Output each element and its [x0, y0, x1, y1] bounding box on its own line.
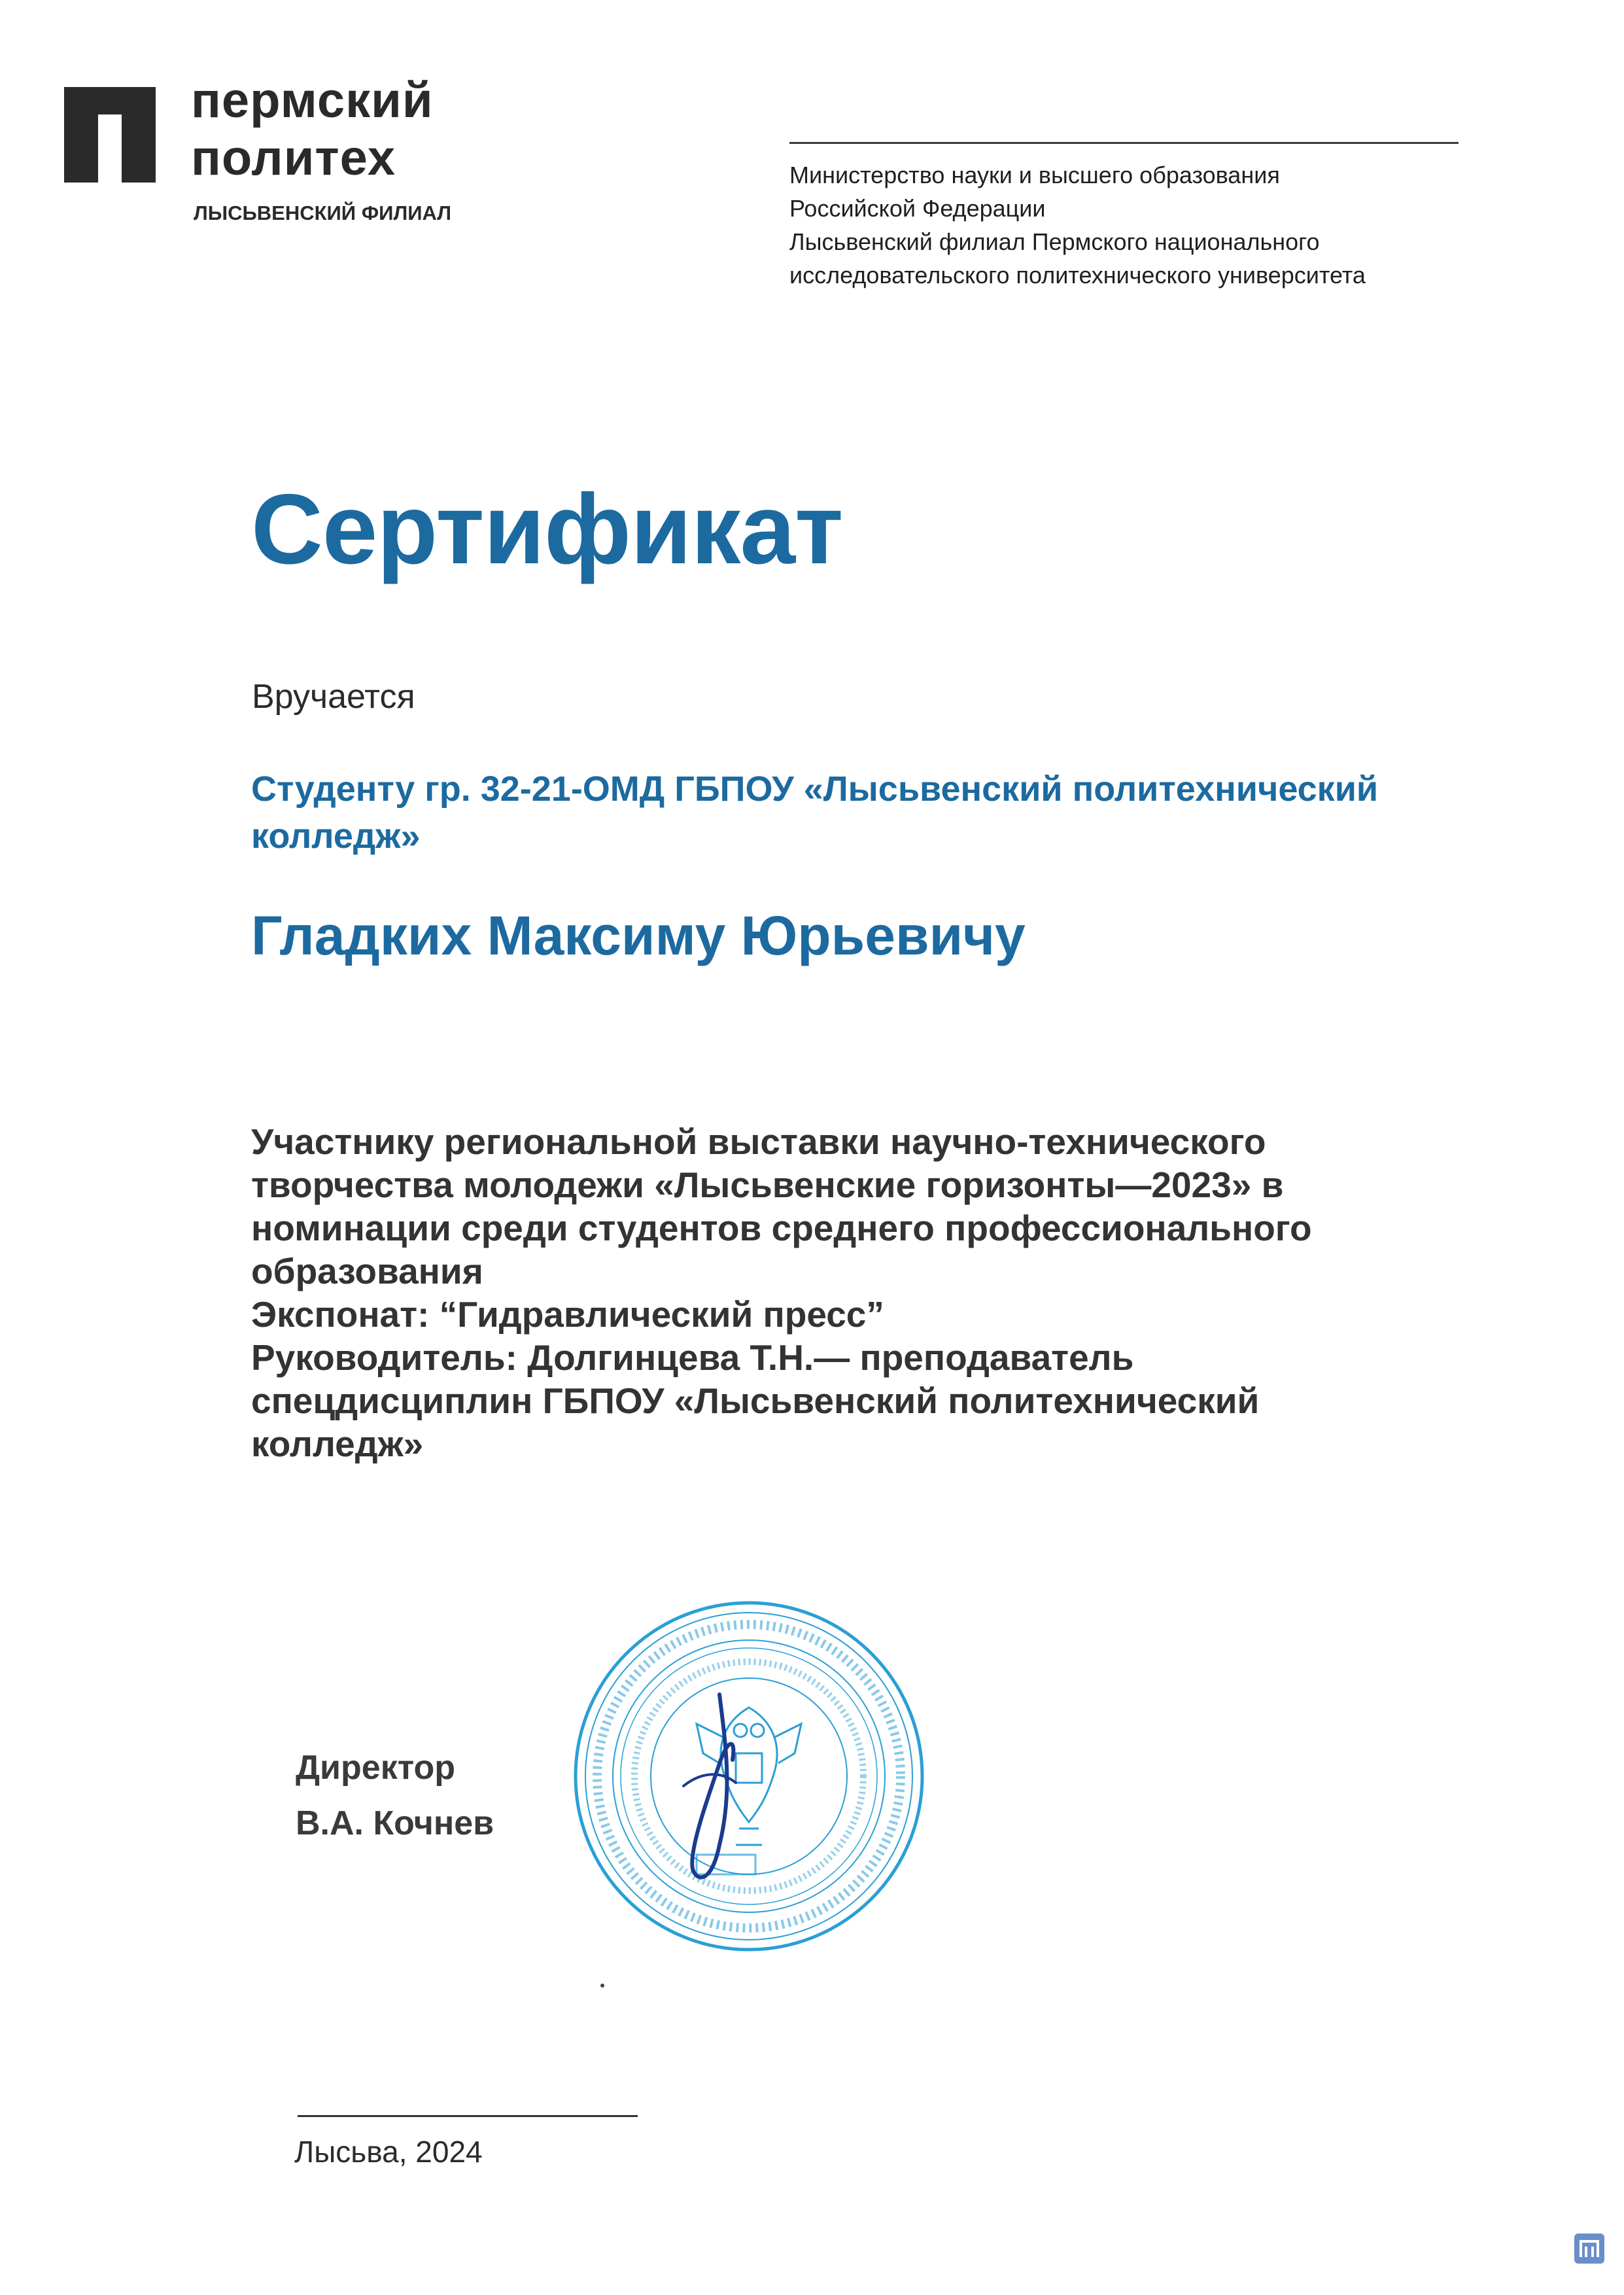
logo-text-line1: пермский: [191, 73, 434, 128]
corner-logo-icon: [1573, 2232, 1606, 2265]
header-divider: [789, 142, 1459, 144]
recipient-group: [251, 765, 1546, 860]
body-line: образования: [251, 1251, 483, 1291]
body-line: спецдисциплин ГБПОУ «Лысьвенский политехнический: [251, 1380, 1260, 1421]
supervisor-line: Руководитель: Долгинцева Т.Н.— преподаватель: [251, 1337, 1134, 1378]
logo-text-line2: политех: [191, 130, 396, 186]
header-line: исследовательского политехнического университета: [789, 262, 1366, 289]
director-title: Директор: [296, 1749, 456, 1787]
ministry-header: [789, 158, 1483, 292]
polytech-logo-icon: [64, 87, 156, 183]
recipient-name: Гладких Максиму Юрьевичу: [251, 905, 1026, 966]
certificate-body: [251, 1120, 1559, 1465]
body-line: колледж»: [251, 1424, 424, 1464]
body-line: номинации среди студентов среднего профессионального: [251, 1208, 1312, 1248]
body-line: Участнику региональной выставки научно-технического: [251, 1121, 1266, 1162]
recipient-group-line: колледж»: [251, 816, 421, 856]
city-year: Лысьва, 2024: [294, 2135, 483, 2169]
recipient-group-line: Студенту гр. 32-21-ОМД ГБПОУ «Лысьвенский политехнический: [251, 769, 1379, 809]
body-line: творчества молодежи «Лысьвенские горизонты—2023» в: [251, 1165, 1284, 1205]
awarded-label: Вручается: [252, 678, 415, 716]
header-line: Российской Федерации: [789, 195, 1046, 222]
header-line: Министерство науки и высшего образования: [789, 162, 1280, 188]
logo-subtitle: ЛЫСЬВЕНСКИЙ ФИЛИАЛ: [194, 201, 451, 224]
director-name: В.А. Кочнев: [296, 1804, 494, 1842]
footer-divider: [298, 2115, 638, 2117]
certificate-title: Сертификат: [251, 474, 843, 585]
dot-mark: [600, 1984, 604, 1988]
exhibit-line: Экспонат: “Гидравлический пресс”: [251, 1294, 884, 1335]
official-seal-icon: [569, 1596, 929, 1956]
header-line: Лысьвенский филиал Пермского национального: [789, 228, 1320, 255]
